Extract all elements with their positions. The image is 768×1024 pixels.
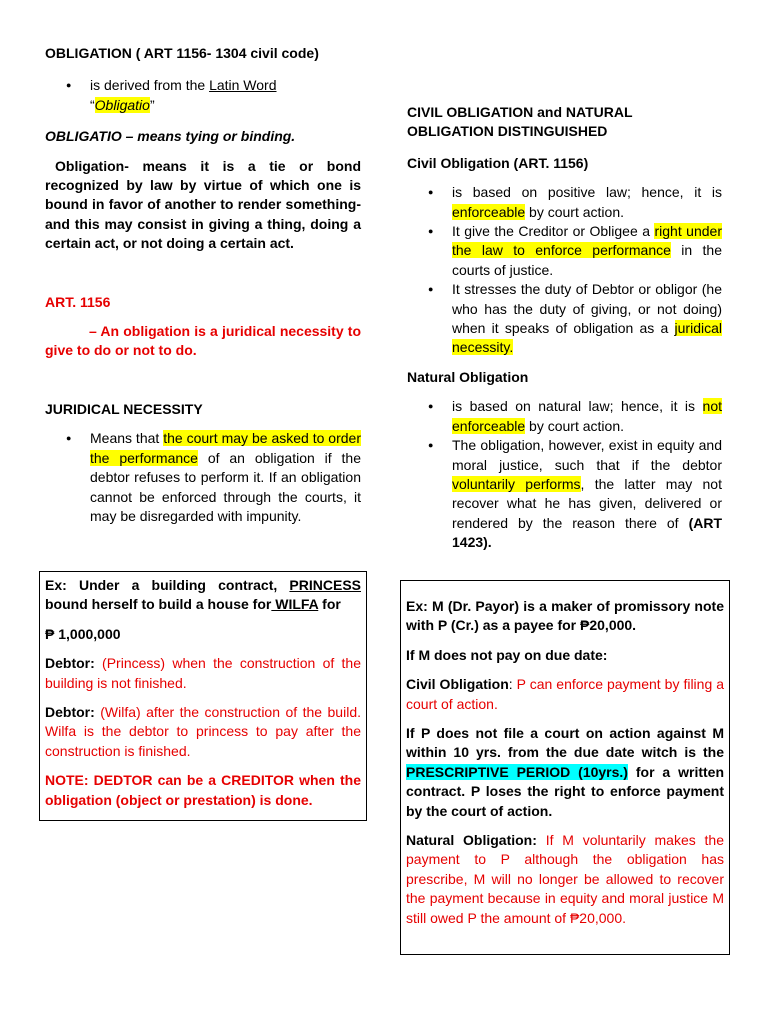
civil-item-1: ● is based on positive law; hence, it is enforceable by court action.	[407, 183, 722, 222]
civil-obligation-example: Civil Obligation: P can enforce payment by filing a court of action.	[406, 676, 725, 712]
obligatio-word: Obligatio	[94, 96, 150, 113]
natural-item-1: ● is based on natural law; hence, it is not enforceable by court action.	[407, 397, 722, 436]
example-box-right	[400, 580, 730, 955]
right-column	[407, 103, 722, 553]
debtor-wilfa: Debtor: (Wilfa) after the construction of the build. Wilfa is the debtor to princess to pay after the construction is finished.	[45, 704, 361, 759]
obligation-heading: OBLIGATION ( ART 1156- 1304 civil code)	[45, 45, 319, 61]
juridical-necessity-heading: JURIDICAL NECESSITY	[45, 400, 203, 417]
debtor-creditor-note: NOTE: DEDTOR can be a CREDITOR when the obligation (object or prestation) is done.	[45, 772, 361, 808]
promissory-note-example: Ex: M (Dr. Payor) is a maker of promissory note with P (Cr.) as a payee for ₱20,000.	[406, 598, 724, 634]
example-box-left	[39, 571, 367, 821]
natural-item-2: ● The obligation, however, exist in equity and moral justice, such that if the debtor voluntarily performs, the latter may not recover what he has given, delivered or rendered by the reason there of (ART 1423).	[407, 436, 722, 552]
left-column	[45, 44, 361, 526]
obligation-definition: Obligation- means it is a tie or bond recognized by law by virtue of which one is bound in favor of another to render something- and this may consist in giving a thing, doing a certain act, or not doing a certain act.	[45, 157, 361, 252]
civil-list	[407, 183, 722, 358]
example-building-contract: Ex: Under a building contract, PRINCESS bound herself to build a house for WILFA for	[45, 577, 361, 613]
derived-item: ● is derived from the Latin Word “Obligatio”	[45, 76, 361, 115]
civil-item-2: ● It give the Creditor or Obligee a right under the law to enforce performance in the courts of justice.	[407, 222, 722, 280]
natural-obligation-example: Natural Obligation: If M voluntarily makes the payment to P although the obligation has prescribe, M will no longer be allowed to recover the payment because in equity and moral justice M still owed P the amount of ₱20,000.	[406, 832, 724, 926]
distinguished-heading: CIVIL OBLIGATION and NATURAL OBLIGATION DISTINGUISHED	[407, 104, 633, 140]
derived-list	[45, 76, 361, 115]
prescriptive-period-highlight: PRESCRIPTIVE PERIOD (10yrs.)	[406, 763, 628, 780]
civil-obligation-heading: Civil Obligation (ART. 1156)	[407, 154, 589, 171]
prescriptive-period-text: If P does not file a court on action against M within 10 yrs. from the due date witch is the PRESCRIPTIVE PERIOD (10yrs.) for a written contract. P loses the right to enforce payment by the court of action.	[406, 725, 724, 819]
juridical-item: ● Means that the court may be asked to order the performance of an obligation if the debtor refuses to perform it. If an obligation cannot be enforced through the courts, it may be disregarded with impunity.	[45, 429, 361, 526]
contract-amount: ₱ 1,000,000	[45, 625, 121, 642]
debtor-princess: Debtor: (Princess) when the construction of the building is not finished.	[45, 655, 361, 691]
art-1156-heading: ART. 1156	[45, 293, 111, 310]
latin-word: Latin Word	[209, 77, 277, 94]
if-not-pay-heading: If M does not pay on due date:	[406, 646, 608, 663]
juridical-list	[45, 429, 361, 526]
art-1156-text: – An obligation is a juridical necessity to give to do or not to do.	[45, 323, 361, 359]
natural-obligation-heading: Natural Obligation	[407, 368, 529, 385]
natural-list	[407, 397, 722, 552]
obligatio-definition: OBLIGATIO – means tying or binding.	[45, 128, 296, 145]
civil-item-3: ● It stresses the duty of Debtor or obligor (he who has the duty of giving, or not doing) when it speaks of obligation as a juridical necessity.	[407, 280, 722, 358]
